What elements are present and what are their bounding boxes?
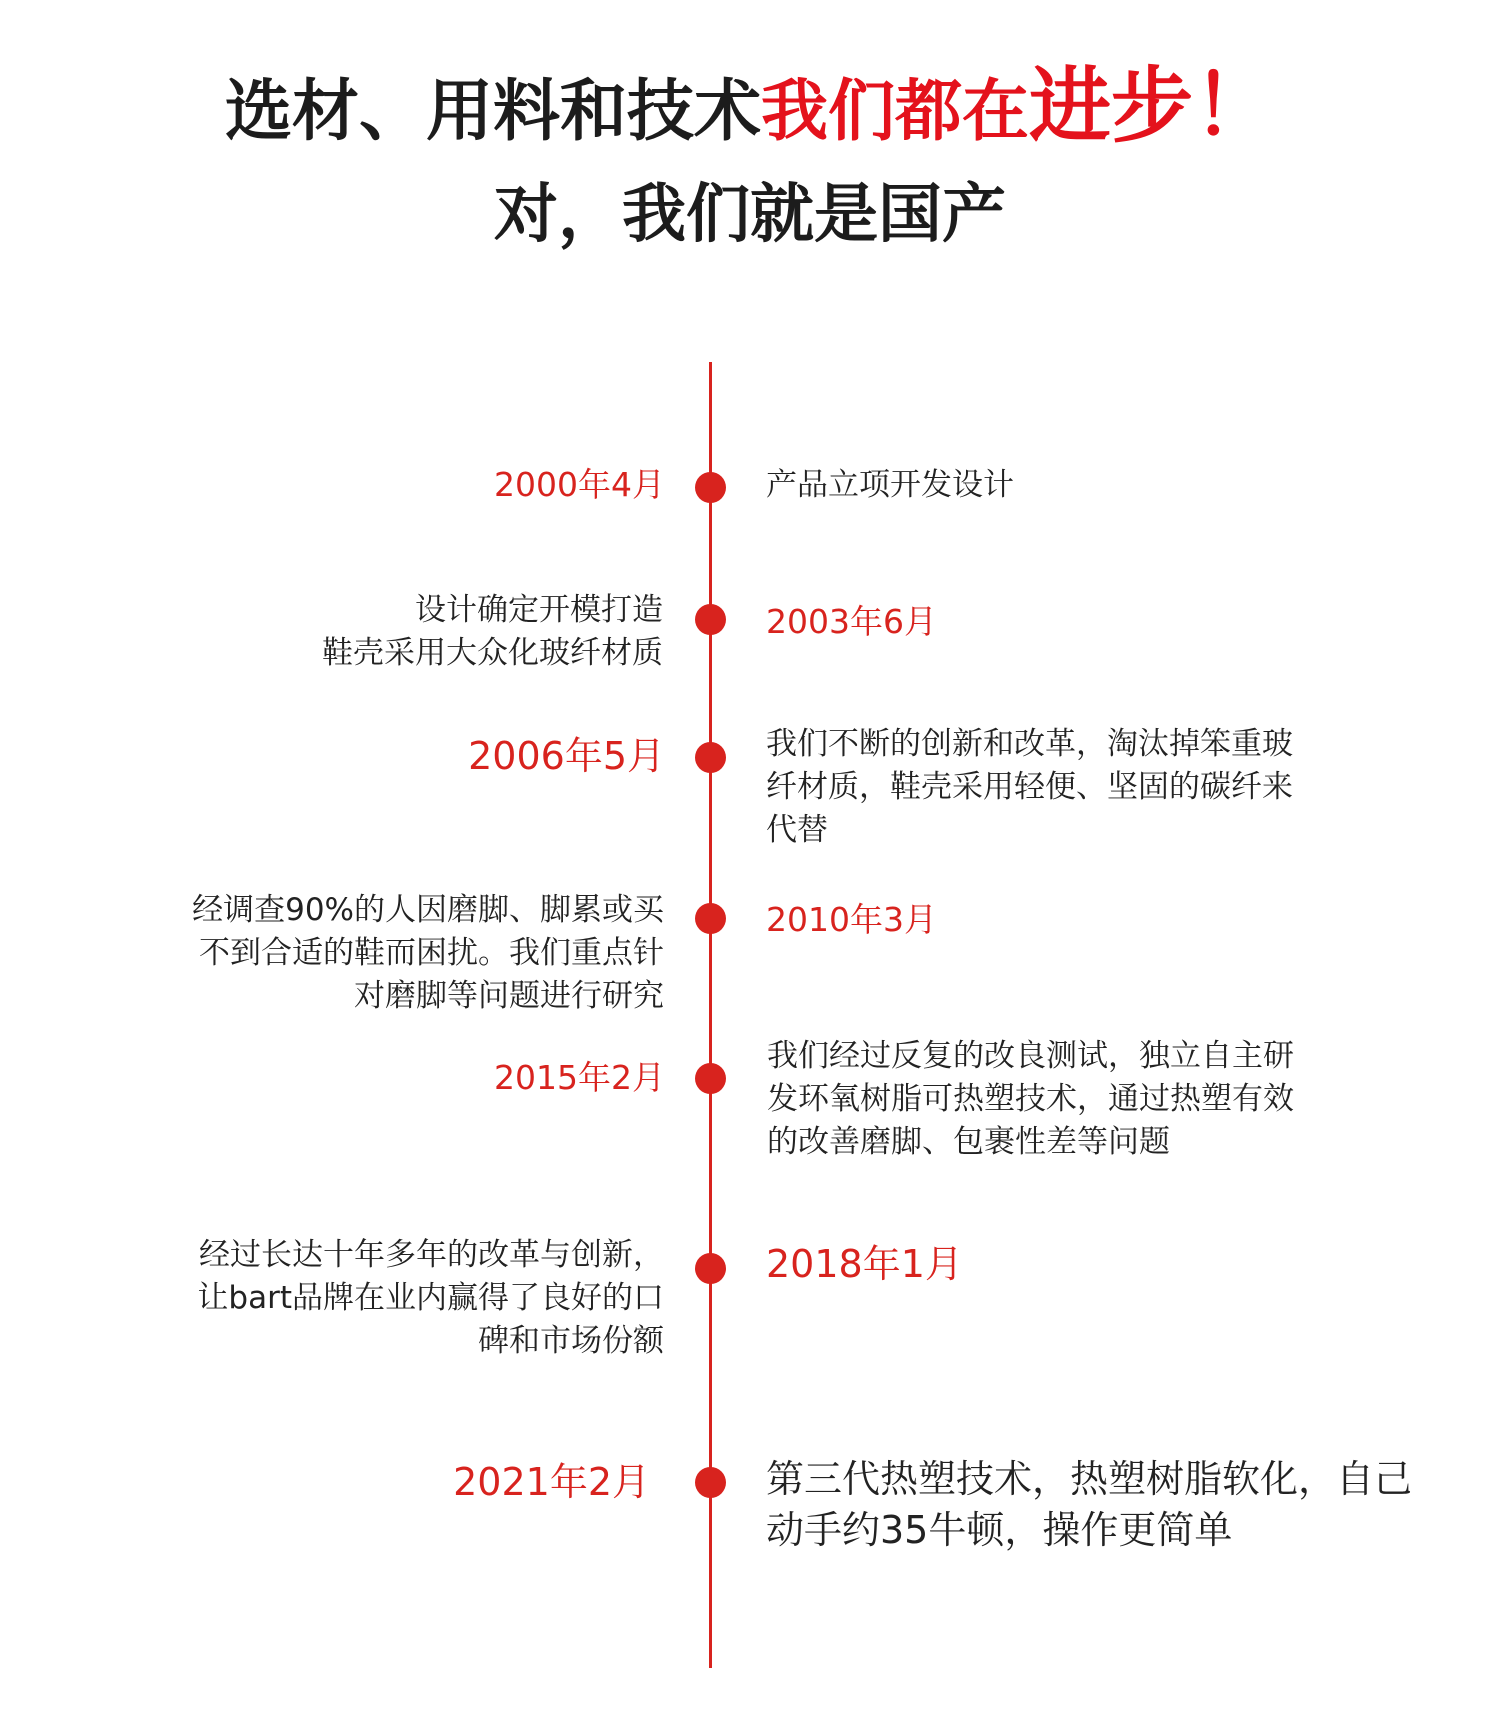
- timeline-dot-2000: [695, 472, 726, 503]
- timeline-dot-2015: [695, 1063, 726, 1094]
- timeline-desc-2018: [197, 1234, 664, 1363]
- headline-red-emphasis: 进步: [1028, 59, 1193, 154]
- timeline-date-2006: 2006年5月: [468, 734, 665, 778]
- desc-line: 纤材质，鞋壳采用轻便、坚固的碳纤来: [766, 769, 1293, 805]
- timeline-desc-2006: [766, 723, 1293, 852]
- timeline-desc-2015: [767, 1035, 1294, 1164]
- timeline-date-2015: 2015年2月: [494, 1058, 665, 1097]
- timeline-dot-2003: [695, 604, 726, 635]
- desc-line: 不到合适的鞋而困扰。我们重点针: [199, 935, 664, 971]
- desc-line: 经过长达十年多年的改革与创新，: [199, 1237, 664, 1273]
- timeline-dot-2021: [695, 1467, 726, 1498]
- desc-line: 的改善磨脚、包裹性差等问题: [767, 1124, 1170, 1160]
- desc-line: 代替: [766, 812, 828, 848]
- desc-line: 碑和市场份额: [478, 1323, 664, 1359]
- desc-line: 经调查90%的人因磨脚、脚累或买: [192, 892, 664, 928]
- desc-line: 动手约35牛顿，操作更简单: [766, 1508, 1233, 1552]
- desc-line: 发环氧树脂可热塑技术，通过热塑有效: [767, 1081, 1294, 1117]
- desc-line: 第三代热塑技术，热塑树脂软化，自己: [766, 1457, 1413, 1501]
- timeline-date-2003: 2003年6月: [766, 602, 937, 641]
- desc-line: 让bart品牌在业内赢得了良好的口: [197, 1280, 664, 1316]
- headline-red-text: 我们都在: [760, 72, 1029, 150]
- timeline-desc-2021: [766, 1454, 1412, 1556]
- desc-line: 我们不断的创新和改革，淘汰掉笨重玻: [766, 726, 1293, 762]
- timeline-dot-2010: [695, 903, 726, 934]
- timeline-dot-2006: [695, 742, 726, 773]
- timeline-desc-2010: [192, 889, 664, 1018]
- timeline-desc-2003: [322, 589, 663, 675]
- timeline-dot-2018: [695, 1253, 726, 1284]
- desc-line: 我们经过反复的改良测试，独立自主研: [767, 1038, 1294, 1074]
- desc-line: 鞋壳采用大众化玻纤材质: [322, 635, 663, 671]
- timeline-desc-2000: [766, 464, 1014, 507]
- desc-line: 产品立项开发设计: [766, 467, 1014, 503]
- headline-exclamation: ！: [1193, 59, 1276, 154]
- desc-line: 对磨脚等问题进行研究: [354, 978, 664, 1014]
- timeline-date-2018: 2018年1月: [766, 1242, 963, 1286]
- timeline-date-2000: 2000年4月: [494, 465, 665, 504]
- page-subheadline: 对，我们就是国产: [494, 178, 1006, 252]
- page-headline: [0, 59, 1500, 156]
- desc-line: 设计确定开模打造: [415, 592, 663, 628]
- timeline-date-2010: 2010年3月: [766, 900, 937, 939]
- headline-black-text: 选材、用料和技术: [224, 72, 761, 150]
- timeline-date-2021: 2021年2月: [453, 1460, 650, 1504]
